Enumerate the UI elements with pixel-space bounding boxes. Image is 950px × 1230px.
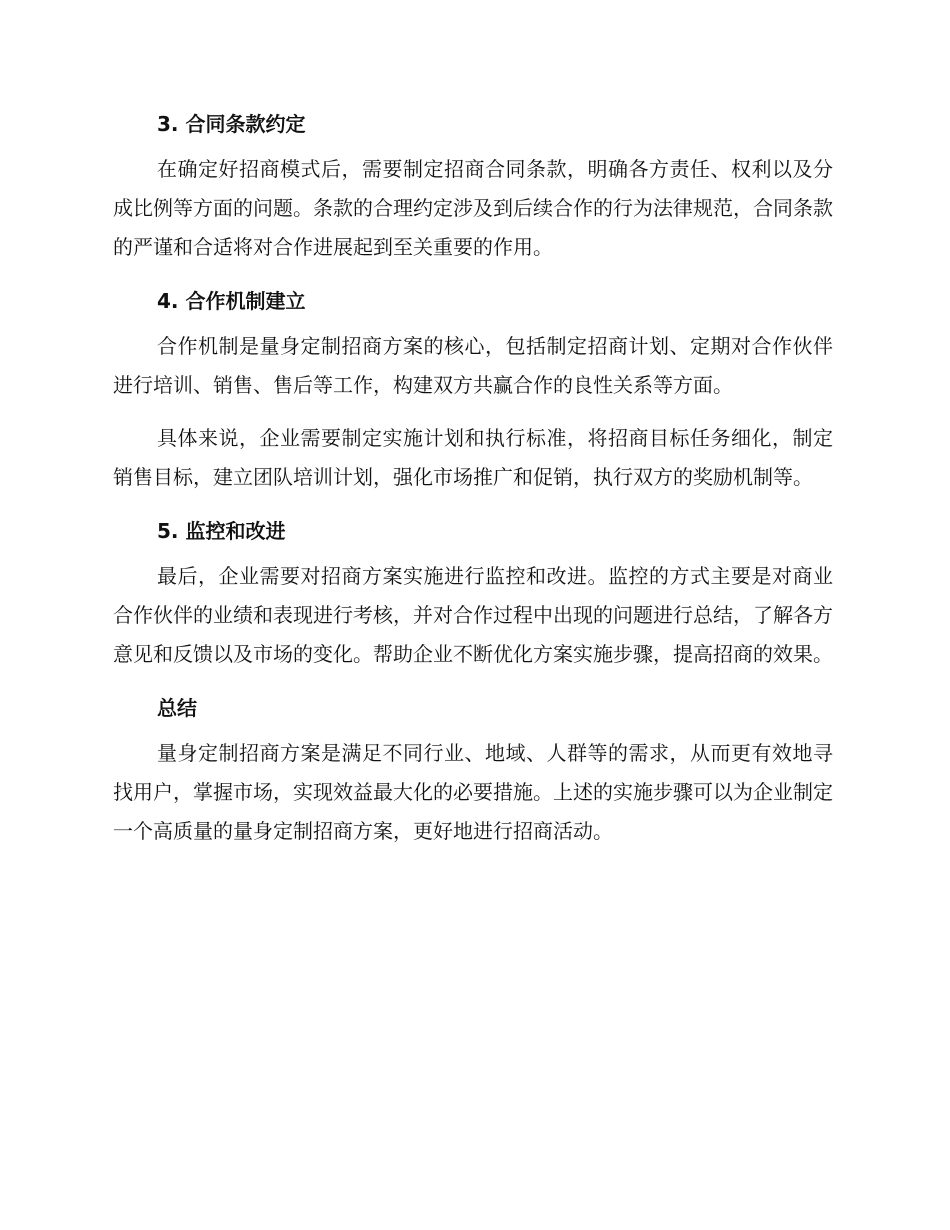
paragraph-cooperation-mechanism-1: 合作机制是量身定制招商方案的核心，包括制定招商计划、定期对合作伙伴进行培训、销售、售后等工作，构建双方共赢合作的良性关系等方面。 (113, 334, 833, 397)
paragraph-cooperation-mechanism-2: 具体来说，企业需要制定实施计划和执行标准，将招商目标任务细化，制定销售目标，建立团队培训计划，强化市场推广和促销，执行双方的奖励机制等。 (113, 426, 833, 489)
paragraph-summary: 量身定制招商方案是满足不同行业、地域、人群等的需求，从而更有效地寻找用户，掌握市场，实现效益最大化的必要措施。上述的实施步骤可以为企业制定一个高质量的量身定制招商方案，更好地进行招商活动。 (113, 741, 833, 843)
section-heading-cooperation-mechanism: 4. 合作机制建立 (157, 289, 306, 313)
paragraph-contract-terms: 在确定好招商模式后，需要制定招商合同条款，明确各方责任、权利以及分成比例等方面的问题。条款的合理约定涉及到后续合作的行为法律规范，合同条款的严谨和合适将对合作进展起到至关重要的作用。 (113, 157, 833, 259)
section-heading-monitoring: 5. 监控和改进 (157, 519, 286, 543)
document-page (113, 104, 833, 865)
section-heading-contract-terms: 3. 合同条款约定 (157, 112, 306, 136)
section-heading-summary: 总结 (157, 696, 197, 720)
paragraph-monitoring: 最后，企业需要对招商方案实施进行监控和改进。监控的方式主要是对商业合作伙伴的业绩和表现进行考核，并对合作过程中出现的问题进行总结，了解各方意见和反馈以及市场的变化。帮助企业不断优化方案实施步骤，提高招商的效果。 (113, 564, 833, 666)
